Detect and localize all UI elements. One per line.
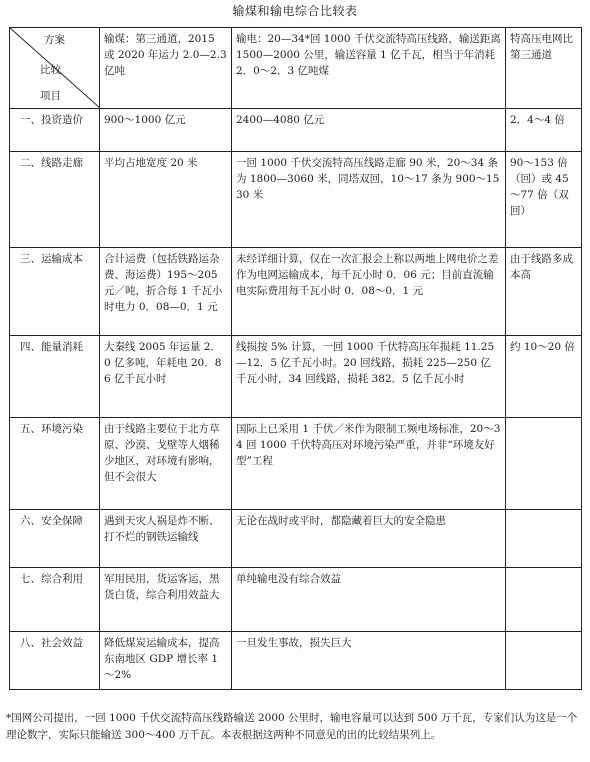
comparison-table [9, 27, 582, 690]
table-row [10, 336, 582, 418]
row-coal: 军用民用，货运客运，黑货白货，综合利用效益大 [100, 568, 232, 632]
page-title: 输煤和输电综合比较表 [232, 4, 358, 18]
row-power: 未经详细计算，仅在一次汇报会上称以两地上网电价之差作为电网运输成本，每千瓦小时 0．06 元；目前直流输电实际费用每千瓦小时 0．08～0．1 元 [232, 248, 506, 336]
table-header-row [10, 28, 582, 109]
table-row [10, 109, 582, 152]
row-item: 四、能量消耗 [10, 336, 100, 418]
row-ratio: 由于线路多成本高 [506, 248, 582, 336]
diagonal-header-cell [10, 28, 100, 109]
table-row [10, 632, 582, 690]
row-coal: 合计运费（包括铁路运杂费、海运费）195～205 元／吨，折合每 1 千瓦小时电力 0．08—0．1 元 [100, 248, 232, 336]
table-row [10, 152, 582, 248]
header-diag-mid: 比较 [40, 64, 61, 76]
row-item: 二、线路走廊 [10, 152, 100, 248]
row-item: 七、综合利用 [10, 568, 100, 632]
row-power: 国际上已采用 1 千伏／米作为限制工频电场标准，20～34 回 1000 千伏特高压对环境污染严重，并非“环境友好型”工程 [232, 418, 506, 510]
row-ratio: 2．4～4 倍 [506, 109, 582, 152]
row-power: 一旦发生事故，损失巨大 [232, 632, 506, 690]
row-item: 三、运输成本 [10, 248, 100, 336]
row-coal: 900～1000 亿元 [100, 109, 232, 152]
row-power: 单纯输电没有综合效益 [232, 568, 506, 632]
row-coal: 由于线路主要位于北方草原、沙漠、戈壁等人烟稀少地区，对环境有影响，但不会很大 [100, 418, 232, 510]
row-item: 六、安全保障 [10, 510, 100, 568]
row-power: 无论在战时或平时，都隐藏着巨大的安全隐患 [232, 510, 506, 568]
header-ratio: 特高压电网比第三通道 [506, 28, 582, 109]
table-row [10, 248, 582, 336]
row-coal: 降低煤炭运输成本，提高东南地区 GDP 增长率 1～2% [100, 632, 232, 690]
footnote: *国网公司提出，一回 1000 千伏交流特高压线路输送 2000 公里时，输电容量可以达到 500 万千瓦，专家们认为这是一个理论数字，实际只能输送 300～400 万千瓦。本表根据这两种不同意见的出的比较结果列上。 [6, 712, 578, 741]
row-coal: 平均占地宽度 20 米 [100, 152, 232, 248]
row-ratio [506, 418, 582, 510]
row-power: 线损按 5% 计算，一回 1000 千伏特高压年损耗 11.25—12．5 亿千瓦小时。20 回线路，损耗 225—250 亿千瓦小时，34 回线路，损耗 382．5 亿千瓦小时 [232, 336, 506, 418]
row-ratio: 约 10～20 倍 [506, 336, 582, 418]
row-item: 五、环境污染 [10, 418, 100, 510]
row-item: 八、社会效益 [10, 632, 100, 690]
row-item: 一、投资造价 [10, 109, 100, 152]
table-row [10, 418, 582, 510]
row-ratio [506, 510, 582, 568]
header-diag-bottom: 项目 [40, 90, 61, 102]
header-power: 输电：20—34*回 1000 千伏交流特高压线路，输送距离 1500—2000 公里，输送容量 1 亿千瓦，相当于年消耗 2．0～2．3 亿吨煤 [232, 28, 506, 109]
row-ratio [506, 632, 582, 690]
header-diag-top: 方案 [44, 34, 65, 46]
table-row [10, 568, 582, 632]
row-power: 一回 1000 千伏交流特高压线路走廊 90 米，20～34 条为 1800—3060 米，同塔双回，10～17 条为 900～1530 米 [232, 152, 506, 248]
header-coal: 输煤：第三通道，2015 或 2020 年运力 2.0—2.3 亿吨 [100, 28, 232, 109]
row-coal: 遇到天灾人祸是炸不断、打不烂的钢铁运输线 [100, 510, 232, 568]
row-ratio [506, 568, 582, 632]
table-row [10, 510, 582, 568]
row-ratio: 90～153 倍（回）或 45～77 倍（双回） [506, 152, 582, 248]
row-coal: 大秦线 2005 年运量 2．0 亿多吨，年耗电 20．86 亿千瓦小时 [100, 336, 232, 418]
row-power: 2400—4080 亿元 [232, 109, 506, 152]
